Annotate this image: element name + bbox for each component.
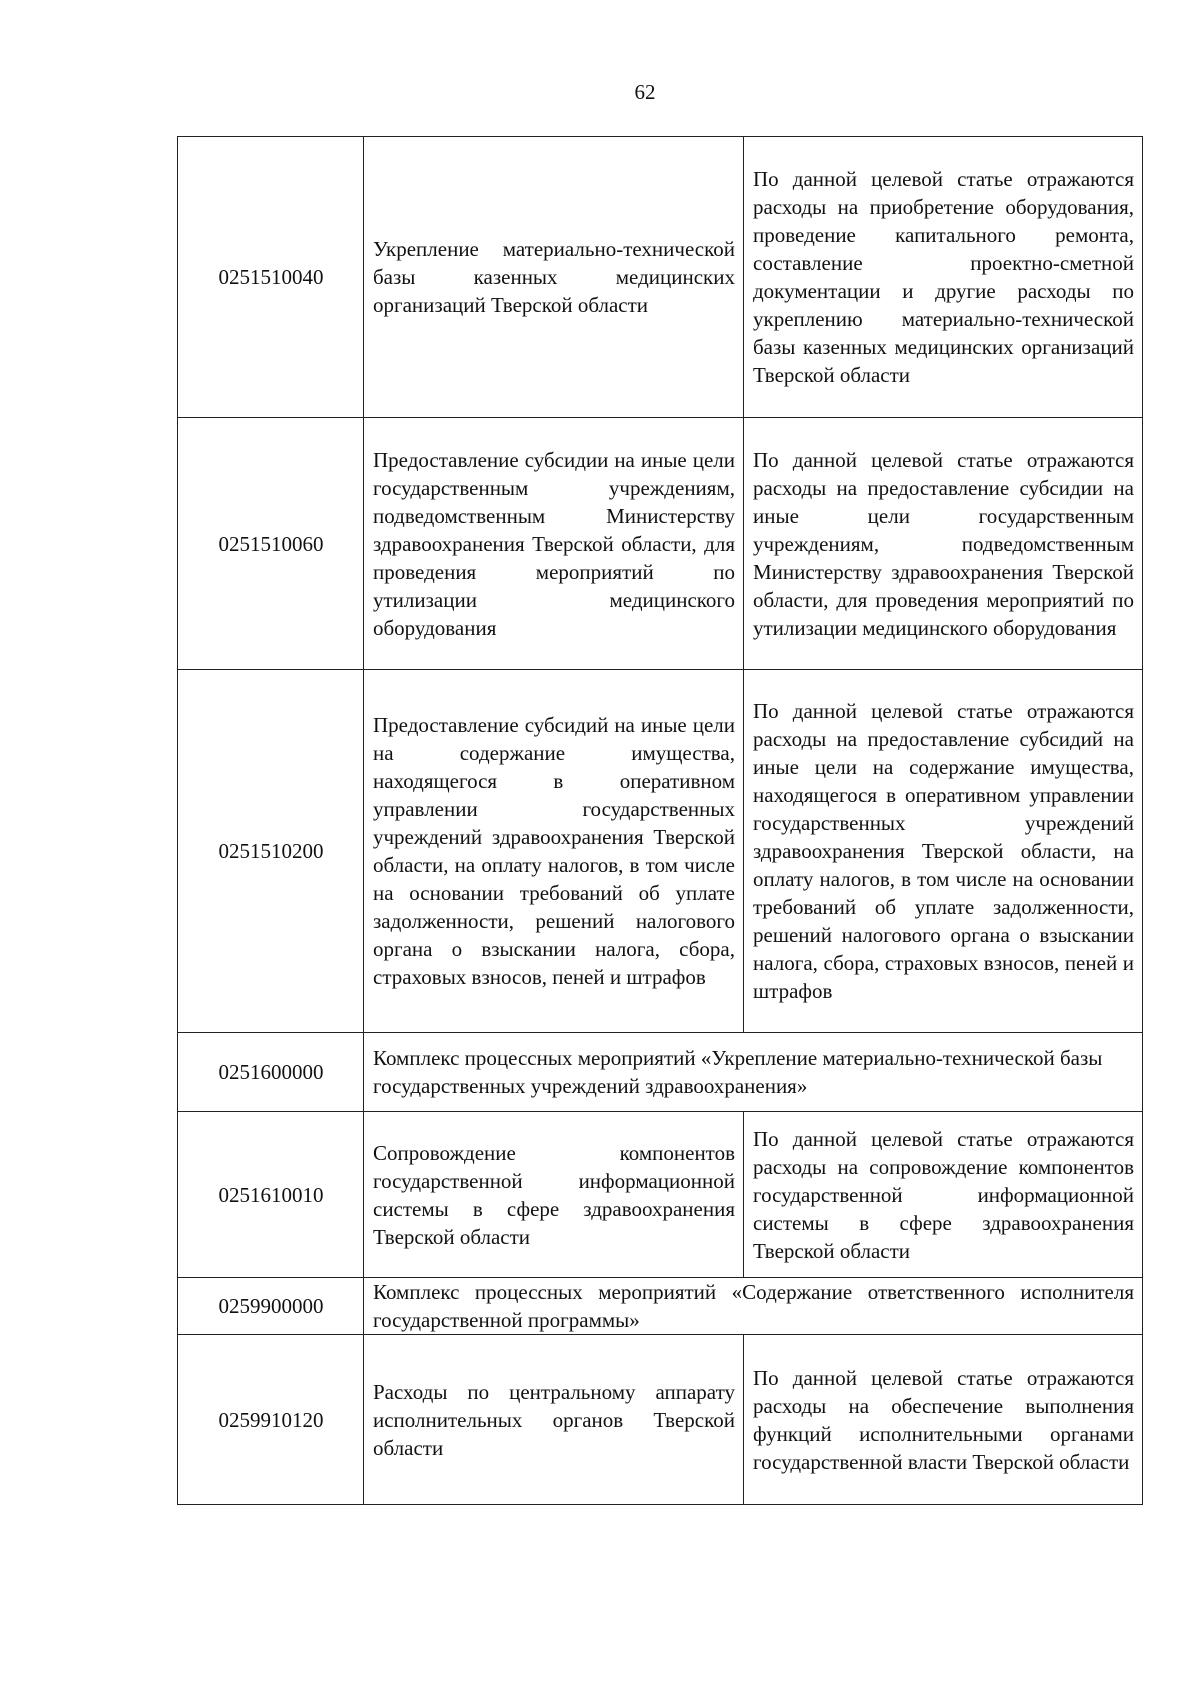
group-code: 0251600000 [178, 1033, 364, 1112]
table-row [178, 1033, 1143, 1112]
page-number: 62 [634, 80, 656, 104]
budget-classification-table [177, 136, 1143, 1505]
target-article-name: Сопровождение компонентов государственной информационной системы в сфере здравоохранения Тверской области [364, 1112, 744, 1278]
table-row [178, 1112, 1143, 1278]
process-complex-title: Комплекс процессных мероприятий «Содержание ответственного исполнителя государственной программы» [364, 1278, 1143, 1335]
target-article-name: Предоставление субсидий на иные цели на содержание имущества, находящегося в оперативном управлении государственных учреждений здравоохранения Тверской области, на оплату налогов, в том числе на основании требований об уплате задолженности, решений налогового органа о взыскании налога, сбора, страховых взносов, пеней и штрафов [364, 670, 744, 1033]
target-article-code: 0251510200 [178, 670, 364, 1033]
target-article-description: По данной целевой статье отражаются расходы на предоставление субсидий на иные цели на содержание имущества, находящегося в оперативном управлении государственных учреждений здравоохранения Тверской области, на оплату налогов, в том числе на основании требований об уплате задолженности, решений налогового органа о взыскании налога, сбора, страховых взносов, пеней и штрафов [744, 670, 1143, 1033]
target-article-name: Укрепление материально-технической базы казенных медицинских организаций Тверской области [364, 137, 744, 418]
target-article-code: 0251510040 [178, 137, 364, 418]
table-row [178, 1278, 1143, 1335]
group-code: 0259900000 [178, 1278, 364, 1335]
process-complex-title: Комплекс процессных мероприятий «Укрепление материально-технической базы государственных учреждений здравоохранения» [364, 1033, 1143, 1112]
target-article-name: Предоставление субсидии на иные цели государственным учреждениям, подведомственным Министерству здравоохранения Тверской области, для проведения мероприятий по утилизации медицинского оборудования [364, 418, 744, 670]
table-row [178, 670, 1143, 1033]
target-article-description: По данной целевой статье отражаются расходы на обеспечение выполнения функций исполнительными органами государственной власти Тверской области [744, 1335, 1143, 1505]
target-article-description: По данной целевой статье отражаются расходы на сопровождение компонентов государственной информационной системы в сфере здравоохранения Тверской области [744, 1112, 1143, 1278]
table-row [178, 1335, 1143, 1505]
table-row [178, 418, 1143, 670]
target-article-code: 0251510060 [178, 418, 364, 670]
target-article-code: 0251610010 [178, 1112, 364, 1278]
table-row [178, 137, 1143, 418]
target-article-description: По данной целевой статье отражаются расходы на приобретение оборудования, проведение капитального ремонта, составление проектно-сметной документации и другие расходы по укреплению материально-технической базы казенных медицинских организаций Тверской области [744, 137, 1143, 418]
target-article-code: 0259910120 [178, 1335, 364, 1505]
target-article-name: Расходы по центральному аппарату исполнительных органов Тверской области [364, 1335, 744, 1505]
target-article-description: По данной целевой статье отражаются расходы на предоставление субсидии на иные цели государственным учреждениям, подведомственным Министерству здравоохранения Тверской области, для проведения мероприятий по утилизации медицинского оборудования [744, 418, 1143, 670]
